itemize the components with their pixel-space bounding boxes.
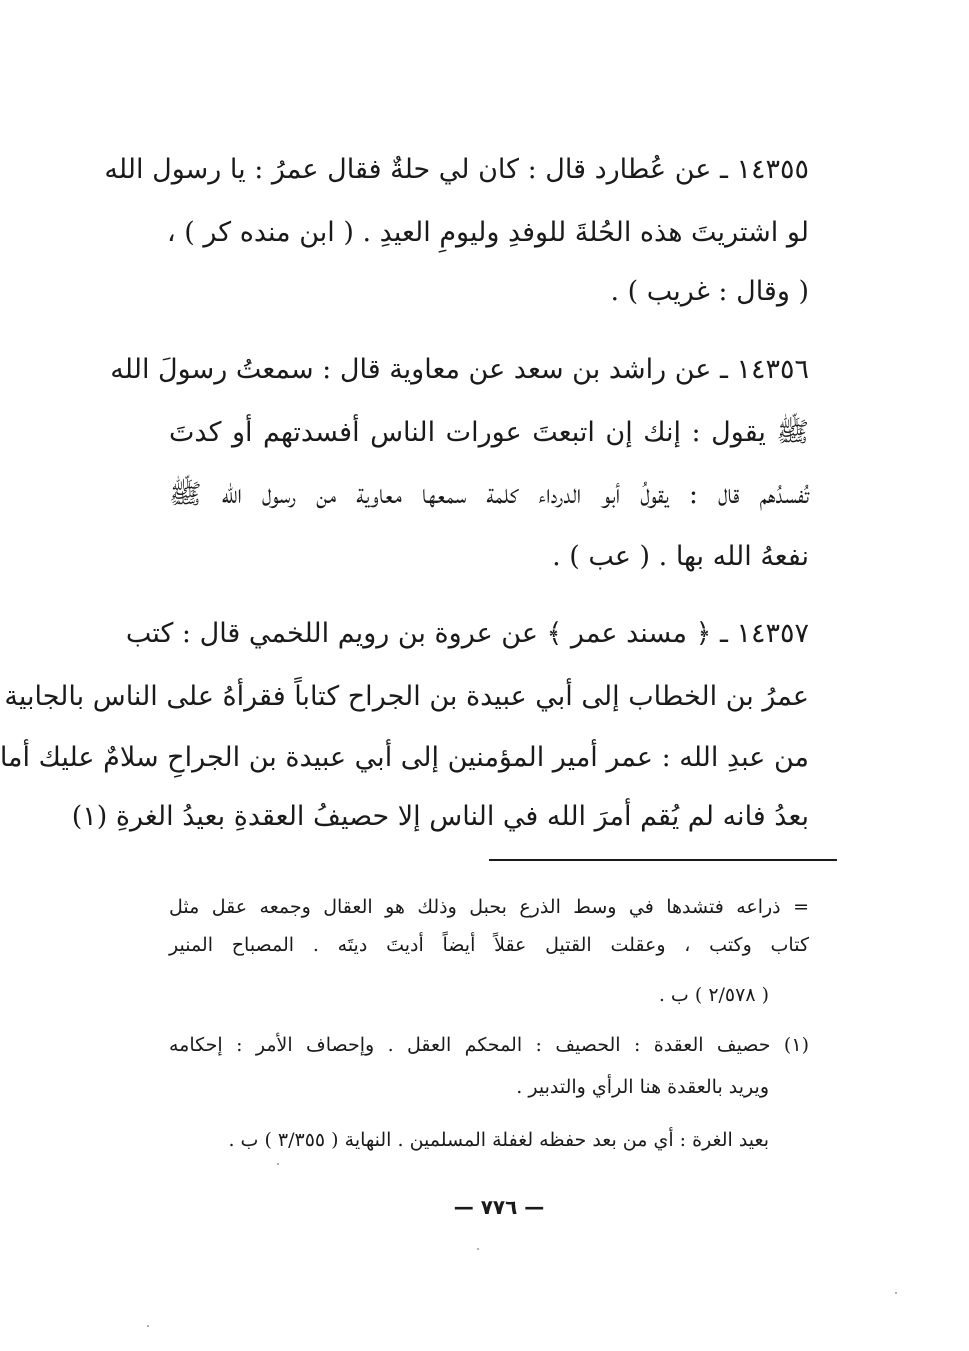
footnote-continued-line-3: ( ٢/٥٧٨ ) ب . [658, 984, 769, 1006]
hadith-14356-line-4: نفعهُ الله بها . ( عب ) . [552, 541, 809, 572]
footnote-continued-line-2: كتاب وكتب ، وعقلت القتيل عقلاً أيضاً أديتَ ديتَه . المصباح المنير [169, 934, 809, 956]
hadith-14357-line-2: عمرُ بن الخطاب إلى أبي عبيدة بن الجراح كتاباً فقرأهُ على الناس بالجابية [4, 681, 809, 712]
page-number: — ٧٧٦ — [453, 1195, 545, 1219]
hadith-14356-line-3: تُفسدُهم قال : يقولُ أبو الدرداء كلمة سمعها معاوية من رسول الله ﷺ [169, 479, 809, 510]
footnote-1-line-2: ويريد بالعقدة هنا الرأي والتدبير . [516, 1076, 769, 1098]
hadith-14355-line-2: لو اشتريتَ هذه الحُلةَ للوفدِ وليومِ العيدِ . ( ابن منده كر ) ، [166, 217, 809, 248]
scan-speck [895, 1292, 897, 1294]
footnote-2-line-1: بعيد الغرة : أي من بعد حفظه لغفلة المسلمين . النهاية ( ٣/٣٥٥ ) ب . [228, 1129, 769, 1151]
hadith-14357-line-3: من عبدِ الله : عمر أمير المؤمنين إلى أبي عبيدة بن الجراحِ سلامٌ عليك أما [0, 742, 809, 773]
hadith-14357-line-1: ١٤٣٥٧ ـ ﴿ مسند عمر ﴾ عن عروة بن رويم اللخمي قال : كتب [125, 618, 809, 649]
footnote-continued-line-1: = ذراعه فتشدها في وسط الذرع بحبل وذلك هو العقال وجمعه عقل مثل [169, 896, 809, 918]
hadith-14355-line-1: ١٤٣٥٥ ـ عن عُطارد قال : كان لي حلةٌ فقال عمرُ : يا رسول الله [104, 154, 809, 185]
hadith-14355-line-3: ( وقال : غريب ) . [610, 276, 809, 307]
scan-speck [147, 1325, 149, 1327]
footnote-1-line-1: (١) حصيف العقدة : الحصيف : المحكم العقل . وإحصاف الأمر : إحكامه [169, 1034, 809, 1056]
hadith-14357-line-4: بعدُ فانه لم يُقم أمرَ الله في الناس إلا حصيفُ العقدةِ بعيدُ الغرةِ (١) [71, 801, 809, 832]
scan-speck [277, 1163, 279, 1165]
hadith-14356-line-2: ﷺ يقول : إنك إن اتبعتَ عورات الناس أفسدتهم أو كدتَ [169, 417, 809, 448]
footnote-separator [489, 859, 837, 861]
scan-speck [477, 1248, 479, 1250]
hadith-14356-line-1: ١٤٣٥٦ ـ عن راشد بن سعد عن معاوية قال : سمعتُ رسولَ الله [110, 354, 809, 385]
